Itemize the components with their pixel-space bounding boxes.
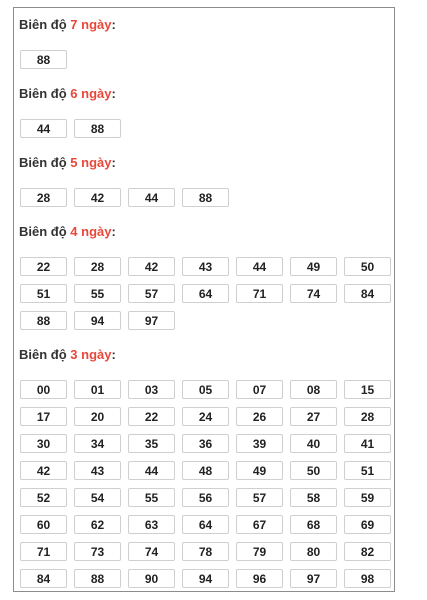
number-box: 74 [128,542,175,561]
number-box: 88 [74,119,121,138]
section-title-0 [19,17,394,33]
number-box: 64 [182,515,229,534]
number-box: 57 [236,488,283,507]
number-box: 57 [128,284,175,303]
number-box: 48 [182,461,229,480]
section-title-1 [19,86,394,102]
number-box: 39 [236,434,283,453]
number-grid-1 [19,119,394,138]
number-box: 08 [290,380,337,399]
number-box: 58 [290,488,337,507]
number-box: 42 [74,188,121,207]
number-box: 60 [20,515,67,534]
number-box: 55 [74,284,121,303]
number-box: 49 [290,257,337,276]
number-box: 84 [344,284,391,303]
number-box: 71 [20,542,67,561]
number-box: 00 [20,380,67,399]
number-box: 03 [128,380,175,399]
number-box: 44 [20,119,67,138]
number-box: 62 [74,515,121,534]
number-box: 97 [128,311,175,330]
section-days: 7 ngày [70,17,112,32]
number-box: 98 [344,569,391,588]
number-box: 44 [128,461,175,480]
number-box: 94 [182,569,229,588]
section-suffix: : [111,224,116,239]
number-box: 43 [74,461,121,480]
number-box: 51 [20,284,67,303]
number-box: 88 [182,188,229,207]
number-box: 67 [236,515,283,534]
number-grid-3 [19,257,394,330]
section-days: 5 ngày [70,155,112,170]
number-box: 74 [290,284,337,303]
number-box: 69 [344,515,391,534]
section-suffix: : [111,347,116,362]
number-box: 56 [182,488,229,507]
section-days: 4 ngày [70,224,112,239]
section-prefix: Biên độ [19,224,67,239]
number-box: 17 [20,407,67,426]
section-suffix: : [111,17,116,32]
number-box: 28 [20,188,67,207]
number-box: 50 [290,461,337,480]
number-box: 88 [74,569,121,588]
number-box: 01 [74,380,121,399]
number-box: 28 [344,407,391,426]
number-box: 63 [128,515,175,534]
number-box: 07 [236,380,283,399]
section-days: 6 ngày [70,86,112,101]
number-box: 27 [290,407,337,426]
number-box: 41 [344,434,391,453]
section-suffix: : [111,86,116,101]
number-box: 22 [20,257,67,276]
number-grid-0 [19,50,394,69]
number-box: 94 [74,311,121,330]
number-box: 44 [128,188,175,207]
section-prefix: Biên độ [19,86,67,101]
number-box: 68 [290,515,337,534]
number-box: 59 [344,488,391,507]
number-box: 88 [20,311,67,330]
number-box: 84 [20,569,67,588]
number-box: 26 [236,407,283,426]
section-title-3 [19,224,394,240]
number-box: 64 [182,284,229,303]
number-box: 79 [236,542,283,561]
number-box: 71 [236,284,283,303]
section-prefix: Biên độ [19,155,67,170]
number-grid-4 [19,380,394,588]
number-box: 96 [236,569,283,588]
number-box: 22 [128,407,175,426]
section-days: 3 ngày [70,347,112,362]
number-box: 80 [290,542,337,561]
number-box: 50 [344,257,391,276]
number-box: 35 [128,434,175,453]
number-box: 82 [344,542,391,561]
number-box: 78 [182,542,229,561]
number-box: 55 [128,488,175,507]
number-box: 73 [74,542,121,561]
amplitude-panel [13,7,395,592]
section-title-4 [19,347,394,363]
section-suffix: : [111,155,116,170]
number-box: 28 [74,257,121,276]
number-box: 43 [182,257,229,276]
number-box: 24 [182,407,229,426]
number-box: 30 [20,434,67,453]
number-box: 05 [182,380,229,399]
section-prefix: Biên độ [19,347,67,362]
number-box: 51 [344,461,391,480]
number-box: 49 [236,461,283,480]
number-box: 34 [74,434,121,453]
number-box: 88 [20,50,67,69]
number-box: 52 [20,488,67,507]
number-box: 42 [20,461,67,480]
number-grid-2 [19,188,394,207]
number-box: 44 [236,257,283,276]
number-box: 36 [182,434,229,453]
number-box: 15 [344,380,391,399]
number-box: 90 [128,569,175,588]
number-box: 20 [74,407,121,426]
section-title-2 [19,155,394,171]
number-box: 97 [290,569,337,588]
section-prefix: Biên độ [19,17,67,32]
number-box: 42 [128,257,175,276]
number-box: 54 [74,488,121,507]
number-box: 40 [290,434,337,453]
